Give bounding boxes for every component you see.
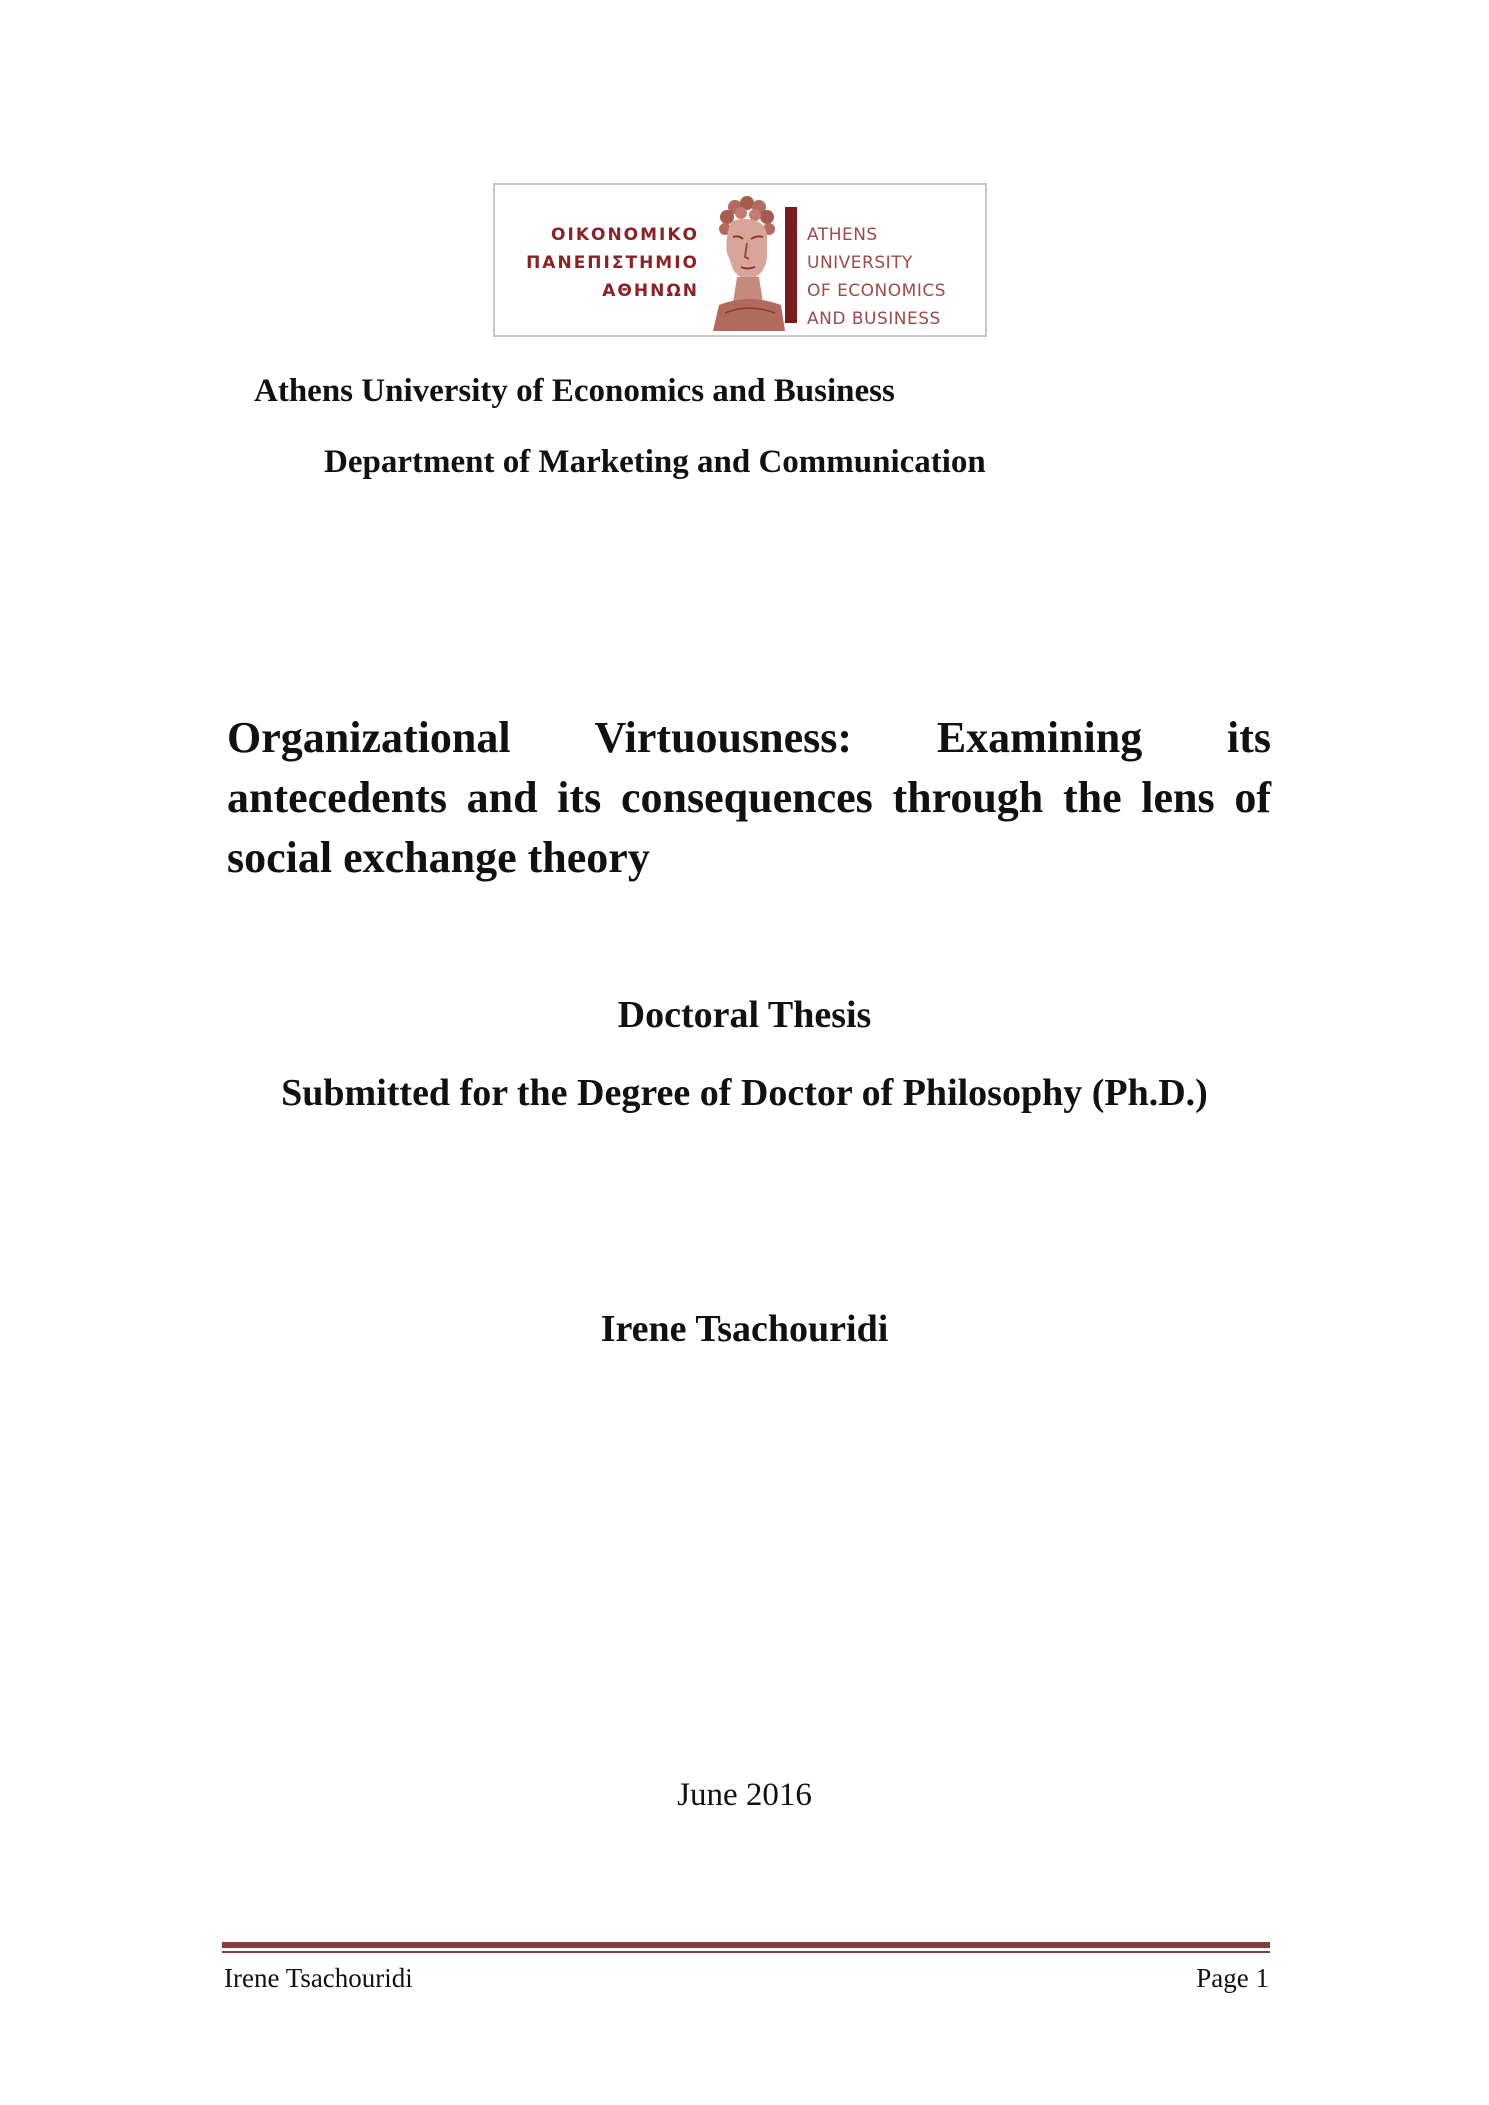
submission-date: June 2016	[677, 1777, 812, 1813]
logo-greek-line: ΠΑΝΕΠΙΣΤΗΜΙΟ	[526, 253, 699, 273]
logo-english-line: ATHENS UNIVERSITY	[807, 225, 913, 273]
document-type: Doctoral Thesis	[617, 994, 872, 1036]
university-name: Athens University of Economics and Business	[254, 373, 895, 409]
footer-page-number: Page 1	[1196, 1963, 1269, 1993]
degree-statement: Submitted for the Degree of Doctor of Philosophy (Ph.D.)	[281, 1072, 1208, 1114]
logo-english-line: OF ECONOMICS	[807, 281, 946, 301]
logo-greek-line: ΑΘΗΝΩΝ	[602, 281, 699, 301]
logo-english-text	[807, 221, 985, 333]
university-logo	[493, 183, 987, 337]
logo-greek-line: ΟΙΚΟΝΟΜΙΚΟ	[551, 225, 699, 245]
footer-author: Irene Tsachouridi	[224, 1963, 413, 1993]
logo-english-line: AND BUSINESS	[807, 309, 941, 329]
footer-rule	[222, 1942, 1270, 1948]
hermes-head-icon	[705, 193, 793, 331]
footer-rule-thin	[222, 1951, 1270, 1953]
logo-greek-text	[509, 221, 699, 305]
department-name: Department of Marketing and Communication	[324, 444, 986, 480]
thesis-title: Organizational Virtuousness: Examining its antecedents and its consequences through the lens of social exchange theory	[227, 713, 1271, 882]
author-name: Irene Tsachouridi	[600, 1308, 889, 1350]
logo-divider	[785, 207, 797, 323]
